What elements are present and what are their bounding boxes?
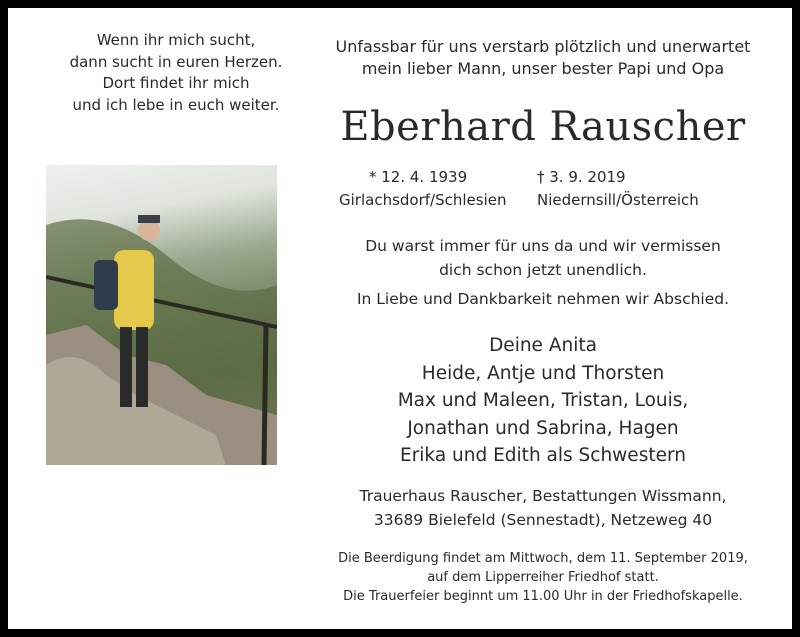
message-line: dich schon jetzt unendlich. [439, 261, 647, 279]
burial-line: Die Beerdigung findet am Mittwoch, dem 11. September 2019, [338, 551, 748, 566]
funeral-home [308, 484, 778, 532]
poem-line: Dort findet ihr mich [102, 74, 250, 92]
burial-line: Die Trauerfeier beginnt um 11.00 Uhr in der Friedhofskapelle. [343, 589, 743, 604]
message [308, 234, 778, 282]
family-list [308, 332, 778, 470]
message-line: Du warst immer für uns da und wir vermissen [365, 237, 721, 255]
poem [26, 30, 326, 116]
birth-info [339, 166, 539, 212]
family-line: Deine Anita [489, 335, 597, 356]
intro-line: Unfassbar für uns verstarb plötzlich und unerwartet [335, 37, 751, 56]
deceased-name: Eberhard Rauscher [340, 104, 746, 150]
burial-info [308, 549, 778, 606]
burial-line: auf dem Lipperreiher Friedhof statt. [427, 570, 659, 585]
intro-line: mein lieber Mann, unser bester Papi und Opa [361, 59, 725, 78]
poem-line: und ich lebe in euch weiter. [72, 95, 280, 114]
obituary-notice [8, 8, 792, 629]
family-line: Erika und Edith als Schwestern [400, 445, 686, 466]
family-line: Jonathan und Sabrina, Hagen [407, 417, 679, 439]
birth-date: * 12. 4. 1939 [369, 168, 468, 186]
farewell: In Liebe und Dankbarkeit nehmen wir Abschied. [356, 290, 730, 308]
death-date: † 3. 9. 2019 [537, 168, 626, 186]
poem-line: Wenn ihr mich sucht, [96, 31, 256, 49]
poem-line: dann sucht in euren Herzen. [69, 52, 283, 71]
family-line: Heide, Antje und Thorsten [421, 362, 665, 384]
death-info [537, 166, 699, 212]
family-line: Max und Maleen, Tristan, Louis, [397, 390, 689, 411]
death-place: Niedernsill/Österreich [537, 191, 699, 209]
portrait-photo [46, 165, 277, 465]
intro-text [308, 36, 778, 80]
funeral-home-line: 33689 Bielefeld (Sennestadt), Netzeweg 40 [373, 511, 713, 529]
birth-place: Girlachsdorf/Schlesien [339, 191, 507, 209]
funeral-home-line: Trauerhaus Rauscher, Bestattungen Wissmann, [359, 487, 727, 505]
